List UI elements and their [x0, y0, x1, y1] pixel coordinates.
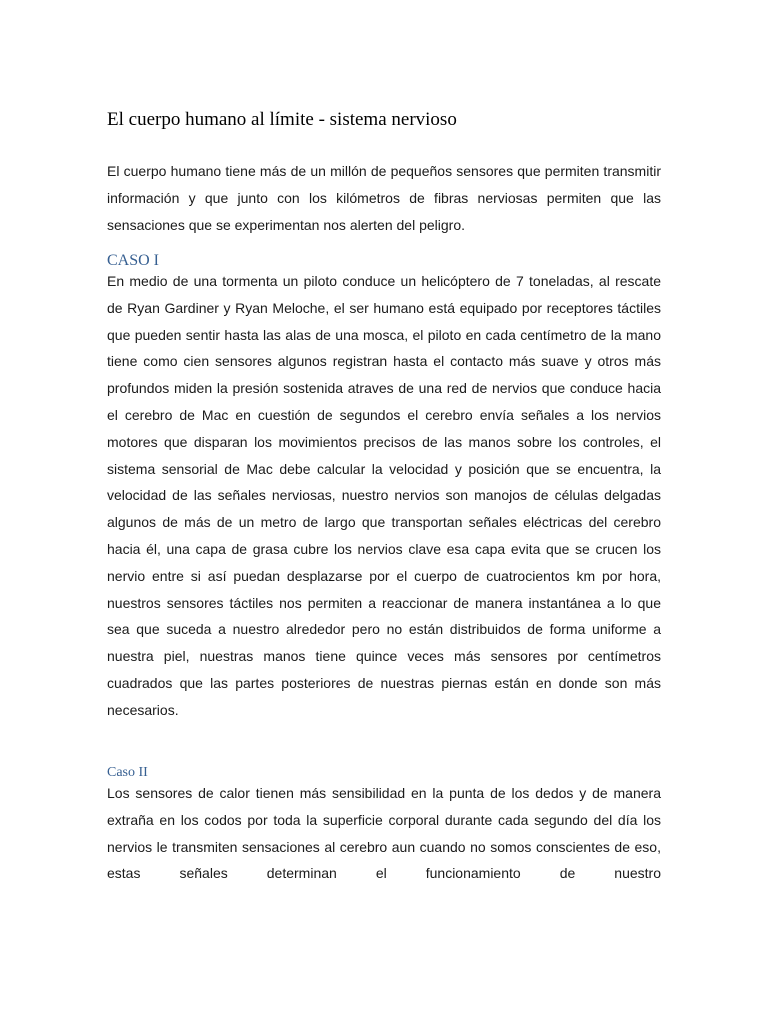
section-body-caso-2: Los sensores de calor tienen más sensibilidad en la punta de los dedos y de manera extraña en los codos por toda la superficie corporal durante cada segundo del día los nervios le transmiten sensaciones al cerebro aun cuando no somos conscientes de eso, estas señales determinan el funcionamiento de nuestro [107, 785, 661, 882]
section-heading-caso-2: Caso II [107, 765, 148, 780]
section-heading-caso-1: CASO I [107, 252, 160, 269]
document-title: El cuerpo humano al límite - sistema nervioso [107, 109, 457, 130]
section-body-caso-1: En medio de una tormenta un piloto conduce un helicóptero de 7 toneladas, al rescate de Ryan Gardiner y Ryan Meloche, el ser humano está equipado por receptores táctiles que pueden sentir hasta las alas de una mosca, el piloto en cada centímetro de la mano tiene como cien sensores algunos registran hasta el contacto más suave y otros más profundos miden la presión sostenida atraves de una red de nervios que conduce hacia el cerebro de Mac en cuestión de segundos el cerebro envía señales a los nervios motores que disparan los movimientos precisos de las manos sobre los controles, el sistema sensorial de Mac debe calcular la velocidad y posición que se encuentra, la velocidad de las señales nerviosas, nuestro nervios son manojos de células delgadas algunos de más de un metro de largo que transportan señales eléctricas del cerebro hacia él, una capa de grasa cubre los nervios clave esa capa evita que se crucen los nervio entre si así puedan desplazarse por el cuerpo de cuatrocientos km por hora, nuestros sensores táctiles nos permiten a reaccionar de manera instantánea a lo que sea que suceda a nuestro alrededor pero no están distribuidos de forma uniforme a nuestra piel, nuestras manos tiene quince veces más sensores por centímetros cuadrados que las partes posteriores de nuestras piernas están en donde son más necesarios. [107, 273, 661, 718]
intro-paragraph: El cuerpo humano tiene más de un millón de pequeños sensores que permiten transmitir información y que junto con los kilómetros de fibras nerviosas permiten que las sensaciones que se experimentan nos alerten del peligro. [107, 163, 661, 233]
